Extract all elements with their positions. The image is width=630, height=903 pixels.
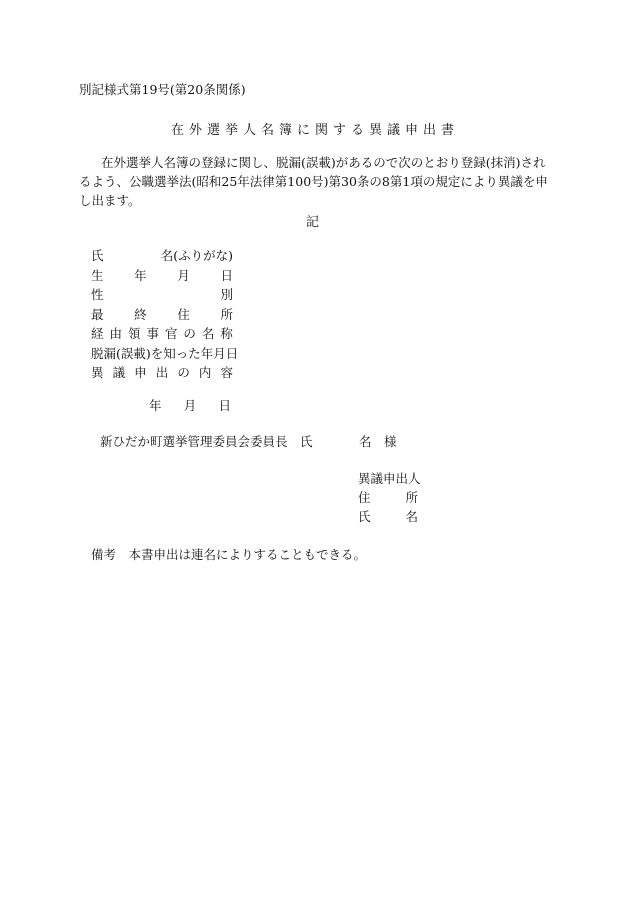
field-birthdate [91, 266, 233, 286]
field-label-part: 容 [220, 365, 233, 380]
field-label-part: 称 [220, 326, 233, 341]
field-label-part: 由 [109, 326, 122, 341]
applicant-name [358, 507, 418, 526]
date-year: 年 [149, 398, 162, 413]
field-label-part: 最 [91, 306, 104, 322]
applicant-block [358, 469, 421, 526]
ki-heading: 記 [306, 215, 320, 230]
addressee-name-sama: 名 様 [359, 434, 397, 449]
field-label-part: 年 [134, 267, 147, 283]
field-label-part: 氏 [91, 248, 104, 263]
field-label-part: 議 [112, 365, 126, 380]
field-label-part: 月 [177, 267, 190, 283]
applicant-title-label: 異議申出人 [358, 471, 421, 486]
body-paragraph: 在外選挙人名簿の登録に関し、脱漏(誤載)があるので次のとおり登録(抹消)されるよう、公職選挙法(昭和25年法律第100号)第30条の8第1項の規定により異議を申し出ます。 [79, 155, 548, 208]
field-label-part: 異 [91, 365, 104, 380]
field-label-part: 名 [201, 326, 215, 341]
applicant-label-part: 住 [358, 490, 371, 505]
field-label-part: 生 [91, 267, 104, 283]
field-label-part: 所 [220, 306, 233, 322]
field-label-part: 出 [155, 365, 169, 380]
submission-date [149, 396, 231, 414]
field-objection-content [91, 363, 233, 383]
field-label-part: 住 [177, 306, 190, 322]
applicant-label-part: 氏 [358, 509, 371, 524]
addressee: 新ひだか町選挙管理委員会委員長 氏 [100, 434, 313, 449]
field-label-part: 経 [91, 326, 104, 341]
field-label-part: 名(ふりがな) [160, 248, 233, 263]
applicant-address [358, 488, 418, 507]
field-label-part: の [183, 326, 196, 341]
applicant-title [358, 469, 421, 488]
field-label-part: 性 [91, 287, 104, 302]
field-label-part: 官 [164, 326, 178, 341]
field-omission-date [91, 344, 239, 364]
date-day: 日 [218, 398, 231, 413]
field-label-part: 脱漏(誤載)を知った年月日 [91, 345, 239, 361]
field-label-part: 別 [220, 287, 233, 302]
field-label-part: 申 [134, 365, 147, 380]
field-consul [91, 324, 233, 344]
field-last-address [91, 305, 233, 325]
field-sex [91, 285, 233, 305]
field-list [91, 246, 239, 383]
field-label-part: 終 [134, 306, 147, 322]
field-label-part: 領 [127, 326, 141, 341]
date-month: 月 [183, 398, 197, 413]
field-label-part: 事 [146, 326, 159, 341]
form-number: 別記様式第19号(第20条関係) [79, 82, 246, 97]
field-label-part: 日 [220, 267, 233, 283]
applicant-label-part: 名 [405, 509, 418, 524]
document-title: 在外選挙人名簿に関する異議申出書 [170, 123, 459, 138]
remark: 備考 本書申出は連名によりすることもできる。 [91, 547, 367, 562]
field-name [91, 246, 233, 266]
field-label-part: の [177, 365, 190, 380]
applicant-label-part: 所 [405, 490, 418, 505]
field-label-part: 内 [198, 365, 212, 380]
